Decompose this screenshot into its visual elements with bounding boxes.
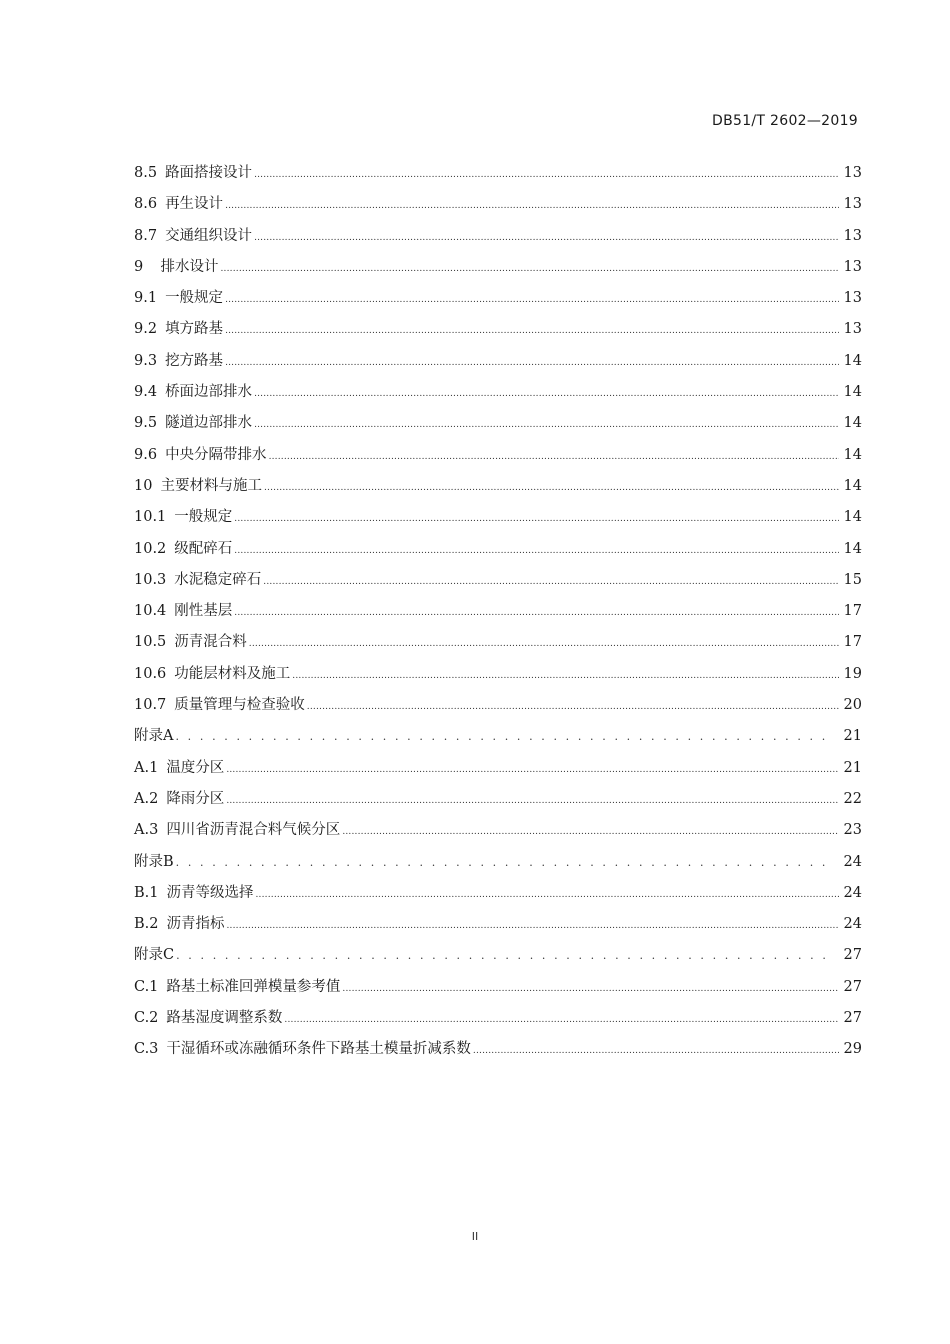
toc-entry-title: 主要材料与施工 <box>160 477 262 494</box>
toc-entry-number: 10.1 <box>134 509 167 526</box>
toc-leader-dots <box>225 314 839 347</box>
toc-entry[interactable] <box>134 314 862 345</box>
toc-entry[interactable] <box>134 753 862 784</box>
toc-entry[interactable] <box>134 502 862 533</box>
toc-leader-dots <box>269 440 839 473</box>
toc-entry-page-number: 17 <box>843 603 862 620</box>
toc-entry-page-number: 19 <box>843 665 862 682</box>
toc-entry-page-number: 21 <box>843 728 862 745</box>
toc-entry[interactable] <box>134 471 862 502</box>
toc-entry[interactable] <box>134 408 862 439</box>
toc-entry[interactable] <box>134 565 862 596</box>
toc-entry[interactable] <box>134 283 862 314</box>
toc-entry-page-number: 13 <box>843 196 862 213</box>
toc-entry-title: 填方路基 <box>165 321 224 338</box>
toc-entry-number: 9.2 <box>134 321 158 338</box>
toc-entry-title: 中央分隔带排水 <box>165 446 267 463</box>
toc-entry-title: 挖方路基 <box>165 352 224 369</box>
toc-leader-dots <box>254 158 839 191</box>
toc-entry-page-number: 27 <box>843 947 862 964</box>
toc-entry-title: 沥青指标 <box>166 916 225 933</box>
toc-entry-title: 隧道边部排水 <box>165 415 253 432</box>
toc-entry[interactable] <box>134 221 862 252</box>
toc-entry-page-number: 13 <box>843 321 862 338</box>
toc-entry-page-number: 14 <box>843 446 862 463</box>
toc-entry-title: 刚性基层 <box>174 603 233 620</box>
toc-leader-dots <box>342 972 839 1005</box>
toc-entry-page-number: 29 <box>843 1041 862 1058</box>
toc-leader-dots <box>256 878 840 911</box>
toc-entry-title: 桥面边部排水 <box>165 384 253 401</box>
toc-entry-page-number: 14 <box>843 352 862 369</box>
toc-entry-number: B.2 <box>134 916 159 933</box>
toc-entry-page-number: 24 <box>843 916 862 933</box>
toc-leader-dots <box>175 721 832 752</box>
toc-leader-dots <box>220 252 839 285</box>
toc-entry-number: 8.6 <box>134 196 158 213</box>
toc-entry-page-number: 20 <box>843 697 862 714</box>
toc-entry[interactable] <box>134 534 862 565</box>
toc-entry-title: 温度分区 <box>166 759 225 776</box>
toc-entry-number: 8.5 <box>134 165 158 181</box>
toc-entry-number: 8.7 <box>134 227 158 244</box>
toc-leader-dots <box>263 565 839 598</box>
toc-leader-dots <box>284 1003 839 1036</box>
toc-entry-title: 附录C <box>134 947 175 964</box>
toc-entry-page-number: 14 <box>843 540 862 557</box>
toc-entry[interactable] <box>134 1034 862 1065</box>
toc-entry[interactable] <box>134 878 862 909</box>
toc-entry-title: 再生设计 <box>165 196 224 213</box>
toc-leader-dots <box>225 346 839 379</box>
toc-entry-number: 9.4 <box>134 384 158 401</box>
toc-entry[interactable] <box>134 972 862 1003</box>
toc-leader-dots <box>234 502 839 535</box>
toc-entry-number: C.3 <box>134 1041 159 1058</box>
toc-entry-number: C.2 <box>134 1010 159 1027</box>
toc-entry-title: 路面搭接设计 <box>165 165 253 181</box>
toc-leader-dots <box>176 940 832 971</box>
toc-entry[interactable] <box>134 627 862 658</box>
toc-leader-dots <box>234 534 839 567</box>
toc-entry-number: A.3 <box>134 822 159 839</box>
toc-entry[interactable] <box>134 909 862 940</box>
toc-entry-number: 10.6 <box>134 665 167 682</box>
toc-entry-number: 10.5 <box>134 634 167 651</box>
toc-entry[interactable] <box>134 690 862 721</box>
toc-entry-number: 9.5 <box>134 415 158 432</box>
toc-entry-title: 干湿循环或冻融循环条件下路基土模量折减系数 <box>166 1041 471 1058</box>
toc-entry-page-number: 17 <box>843 634 862 651</box>
toc-entry-number: 9.3 <box>134 352 158 369</box>
page-number-footer: II <box>471 1230 479 1243</box>
toc-entry-page-number: 27 <box>843 1010 862 1027</box>
toc-entry[interactable] <box>134 659 862 690</box>
toc-entry-page-number: 24 <box>843 853 862 870</box>
toc-entry-title: 水泥稳定碎石 <box>174 571 262 588</box>
toc-entry-page-number: 21 <box>843 759 862 776</box>
toc-entry-title: 沥青混合料 <box>174 634 247 651</box>
toc-entry[interactable] <box>134 1003 862 1034</box>
toc-entry[interactable] <box>134 346 862 377</box>
toc-entry-title: 附录B <box>134 853 174 870</box>
toc-leader-dots <box>473 1034 839 1067</box>
toc-entry-title: 降雨分区 <box>166 790 225 807</box>
toc-entry-number: 9 <box>134 258 144 275</box>
toc-entry-title: 一般规定 <box>174 509 233 526</box>
toc-entry-number: 10 <box>134 477 153 494</box>
toc-entry-title: 级配碎石 <box>174 540 233 557</box>
toc-entry-page-number: 13 <box>843 227 862 244</box>
toc-entry[interactable] <box>134 440 862 471</box>
toc-leader-dots <box>176 847 832 878</box>
toc-entry-page-number: 14 <box>843 384 862 401</box>
toc-entry[interactable] <box>134 189 862 220</box>
document-code-header: DB51/T 2602—2019 <box>712 113 858 129</box>
toc-entry-number: A.2 <box>134 790 159 807</box>
toc-entry-page-number: 13 <box>843 165 862 181</box>
toc-entry-number: 10.2 <box>134 540 167 557</box>
toc-entry-page-number: 14 <box>843 477 862 494</box>
toc-leader-dots <box>226 753 839 786</box>
toc-leader-dots <box>254 408 839 441</box>
toc-entry[interactable] <box>134 252 862 283</box>
toc-entry-number: 10.3 <box>134 571 167 588</box>
table-of-contents <box>134 158 862 1066</box>
toc-leader-dots <box>226 784 839 817</box>
toc-entry-page-number: 14 <box>843 415 862 432</box>
toc-entry-number: C.1 <box>134 978 159 995</box>
toc-entry[interactable] <box>134 815 862 846</box>
toc-entry-title: 一般规定 <box>165 290 224 307</box>
toc-entry-number: 9.1 <box>134 290 158 307</box>
toc-entry-page-number: 13 <box>843 290 862 307</box>
toc-entry-title: 路基湿度调整系数 <box>166 1010 283 1027</box>
toc-entry-title: 沥青等级选择 <box>166 884 254 901</box>
toc-entry-page-number: 15 <box>843 571 862 588</box>
toc-entry-page-number: 14 <box>843 509 862 526</box>
toc-leader-dots <box>342 815 839 848</box>
toc-entry-title: 交通组织设计 <box>165 227 253 244</box>
toc-entry-number: A.1 <box>134 759 159 776</box>
toc-leader-dots <box>227 909 840 942</box>
toc-leader-dots <box>264 471 839 504</box>
toc-leader-dots <box>254 221 839 254</box>
toc-entry-page-number: 24 <box>843 884 862 901</box>
toc-entry[interactable] <box>134 847 862 878</box>
toc-leader-dots <box>307 690 839 723</box>
toc-entry[interactable] <box>134 596 862 627</box>
toc-entry-title: 排水设计 <box>151 258 219 275</box>
toc-entry-title: 路基土标准回弹模量参考值 <box>166 978 341 995</box>
toc-entry[interactable] <box>134 721 862 752</box>
toc-leader-dots <box>292 659 839 692</box>
toc-entry-page-number: 27 <box>843 978 862 995</box>
toc-entry[interactable] <box>134 784 862 815</box>
toc-entry-title: 功能层材料及施工 <box>174 665 291 682</box>
toc-entry[interactable] <box>134 158 862 189</box>
toc-leader-dots <box>225 189 839 222</box>
toc-entry-number: 10.4 <box>134 603 167 620</box>
toc-leader-dots <box>249 627 839 660</box>
toc-entry-number: 10.7 <box>134 697 167 714</box>
toc-entry-page-number: 13 <box>843 258 862 275</box>
toc-entry-number: B.1 <box>134 884 159 901</box>
toc-entry-number: 9.6 <box>134 446 158 463</box>
toc-entry-page-number: 22 <box>843 790 862 807</box>
toc-leader-dots <box>234 596 839 629</box>
toc-entry-title: 质量管理与检查验收 <box>174 697 305 714</box>
toc-entry[interactable] <box>134 377 862 408</box>
toc-entry-title: 四川省沥青混合料气候分区 <box>166 822 341 839</box>
toc-entry[interactable] <box>134 940 862 971</box>
toc-leader-dots <box>225 283 839 316</box>
toc-leader-dots <box>254 377 839 410</box>
toc-entry-page-number: 23 <box>843 822 862 839</box>
toc-entry-title: 附录A <box>134 728 174 745</box>
